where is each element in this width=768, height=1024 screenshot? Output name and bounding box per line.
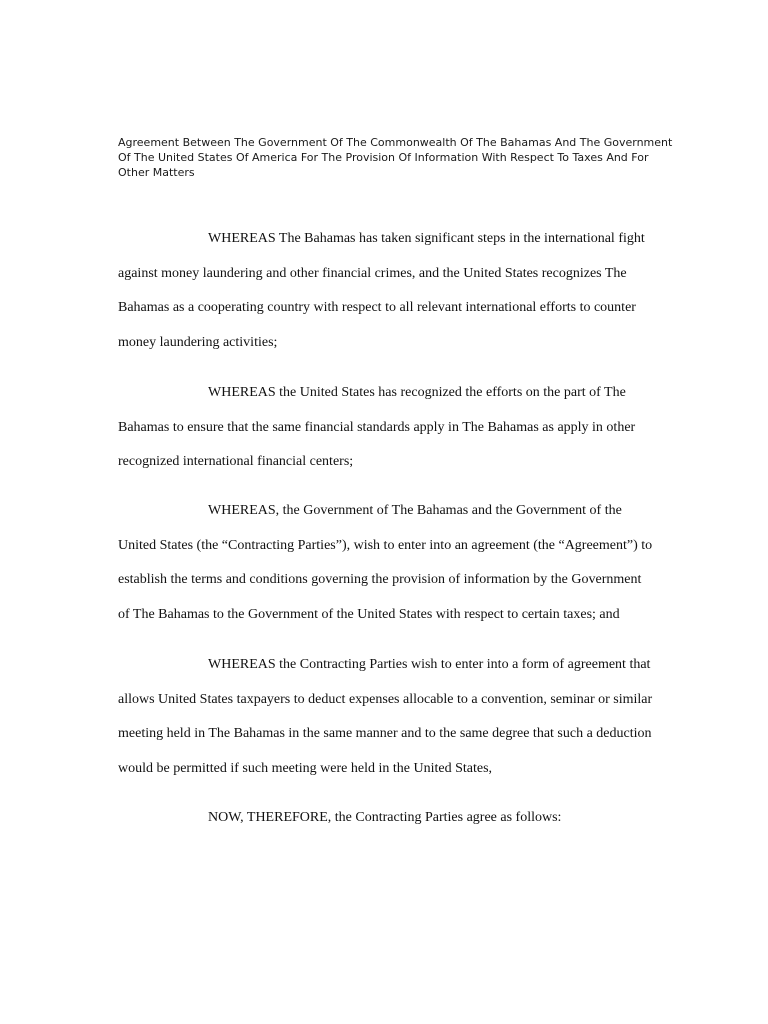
paragraph-whereas-convention-deduction: [118, 648, 703, 786]
paragraph-3-line-1: WHEREAS, the Government of The Bahamas and the Government of the: [208, 503, 622, 518]
paragraph-whereas-financial-standards: [118, 376, 703, 480]
paragraph-1-line-4: money laundering activities;: [118, 334, 278, 350]
paragraph-2-line-2: Bahamas to ensure that the same financial standards apply in The Bahamas as apply in other: [118, 419, 636, 435]
paragraph-2-line-1: WHEREAS the United States has recognized the efforts on the part of The: [208, 385, 626, 400]
paragraph-5-line-1: NOW, THEREFORE, the Contracting Parties agree as follows:: [208, 810, 562, 825]
paragraph-4-line-4: would be permitted if such meeting were held in the United States,: [118, 760, 493, 776]
title-line-2: Of The United States Of America For The Provision Of Information With Respect To Taxes And For: [118, 151, 649, 164]
paragraph-1-line-3: Bahamas as a cooperating country with respect to all relevant international efforts to counter: [118, 300, 636, 315]
paragraph-2-line-3: recognized international financial centers;: [118, 454, 354, 469]
paragraph-3-line-3: establish the terms and conditions governing the provision of information by the Government: [118, 572, 642, 587]
paragraph-4-line-2: allows United States taxpayers to deduct expenses allocable to a convention, seminar or similar: [118, 691, 653, 707]
paragraph-1-line-2: against money laundering and other financial crimes, and the United States recognizes The: [118, 265, 627, 281]
paragraph-whereas-money-laundering: [118, 222, 703, 360]
paragraph-1-line-1: WHEREAS The Bahamas has taken significant steps in the international fight: [208, 231, 645, 246]
paragraph-whereas-contracting-parties: [118, 494, 703, 632]
title-line-3: Other Matters: [118, 166, 195, 179]
paragraph-3-line-4: of The Bahamas to the Government of the United States with respect to certain taxes; and: [118, 606, 620, 622]
paragraph-now-therefore: [118, 801, 703, 836]
document-title: [118, 135, 703, 180]
title-line-1: Agreement Between The Government Of The Commonwealth Of The Bahamas And The Government: [118, 136, 673, 149]
paragraph-4-line-3: meeting held in The Bahamas in the same manner and to the same degree that such a deduction: [118, 726, 652, 741]
paragraph-3-line-2: United States (the “Contracting Parties”), wish to enter into an agreement (the “Agreement”) to: [118, 537, 653, 553]
paragraph-4-line-1: WHEREAS the Contracting Parties wish to enter into a form of agreement that: [208, 657, 651, 672]
